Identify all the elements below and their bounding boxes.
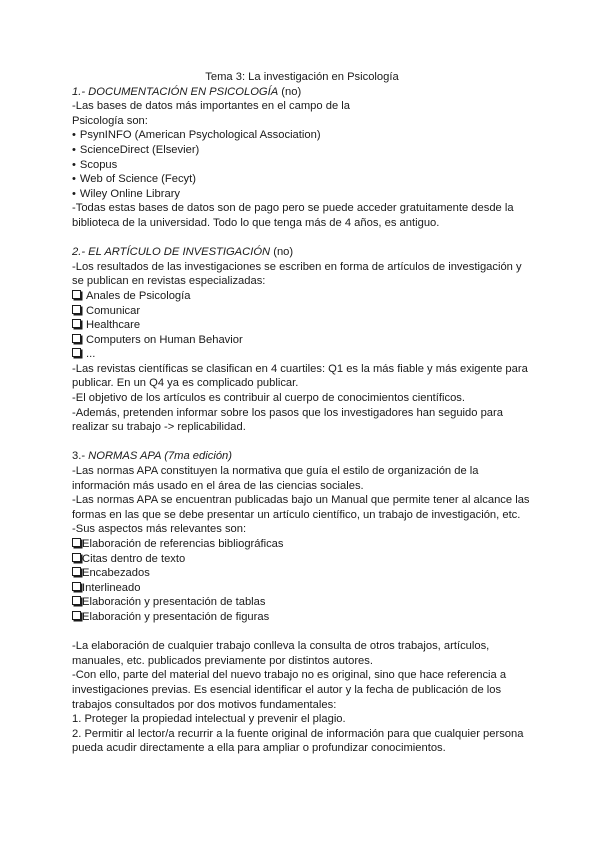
database-list-item: • Scopus xyxy=(72,158,532,173)
checkbox-square-icon xyxy=(72,553,81,562)
apa-aspect-item xyxy=(72,610,532,625)
journal-list-item xyxy=(72,347,532,362)
section-2-intro-line: -Los resultados de las investigaciones se escriben en forma de artículos de investigación y xyxy=(72,260,522,273)
journal-list-item xyxy=(72,304,532,319)
section-2-outro-line: -Además, pretenden informar sobre los pasos que los investigadores han seguido para xyxy=(72,406,503,419)
document-page xyxy=(72,70,532,756)
checkbox-square-icon xyxy=(72,334,81,343)
apa-aspect-label: Elaboración y presentación de figuras xyxy=(82,610,270,623)
section-2-heading-text: 2.- EL ARTÍCULO DE INVESTIGACIÓN xyxy=(72,246,271,259)
checkbox-square-icon xyxy=(72,611,81,620)
section-3-outro-line: 1. Proteger la propiedad intelectual y prevenir el plagio. xyxy=(72,713,346,726)
database-list-item: • PsynINFO (American Psychological Association) xyxy=(72,128,532,143)
section-3-outro-line: 2. Permitir al lector/a recurrir a la fuente original de información para que cualquier persona xyxy=(72,727,524,740)
apa-aspect-item xyxy=(72,552,532,567)
section-2-intro-line: se publican en revistas especializadas: xyxy=(72,275,266,288)
section-2-outro-line: -Las revistas científicas se clasifican en 4 cuartiles: Q1 es la más fiable y más exigente para xyxy=(72,362,528,375)
database-list-item: • Web of Science (Fecyt) xyxy=(72,172,532,187)
section-2-outro-line: realizar su trabajo -> replicabilidad. xyxy=(72,421,246,434)
document-title: Tema 3: La investigación en Psicología xyxy=(205,71,399,83)
checkbox-square-icon xyxy=(72,538,81,547)
apa-aspect-label: Elaboración de referencias bibliográficas xyxy=(82,538,284,550)
checkbox-square-icon xyxy=(72,596,81,605)
section-2-outro-line: publicar. En un Q4 ya es complicado publicar. xyxy=(72,377,299,390)
journal-list-item xyxy=(72,318,532,333)
section-3-heading-number: 3.- xyxy=(72,450,89,463)
section-3-intro-line: formas en las que se debe presentar un artículo científico, un trabajo de investigación, etc. xyxy=(72,508,521,521)
apa-aspect-label: Elaboración y presentación de tablas xyxy=(82,596,266,609)
checkbox-square-icon xyxy=(72,290,81,299)
apa-aspect-label: Interlineado xyxy=(82,581,141,594)
section-3-intro-line: -Las normas APA se encuentran publicadas bajo un Manual que permite tener al alcance las xyxy=(72,494,530,507)
checkbox-square-icon xyxy=(72,582,81,591)
apa-aspect-item xyxy=(72,537,532,552)
apa-aspect-item xyxy=(72,581,532,596)
journal-list-item xyxy=(72,289,532,304)
section-3-intro-line: -Sus aspectos más relevantes son: xyxy=(72,523,247,536)
section-3-heading-text: NORMAS APA (7ma edición) xyxy=(88,450,232,463)
journal-list-item-label: Computers on Human Behavior xyxy=(86,333,243,346)
apa-aspect-item xyxy=(72,595,532,610)
checkbox-square-icon xyxy=(72,567,81,576)
journal-list-item-label: Comunicar xyxy=(86,304,141,317)
section-3-intro-line: -Las normas APA constituyen la normativa que guía el estilo de organización de la xyxy=(72,465,479,478)
apa-aspect-label: Citas dentro de texto xyxy=(82,552,186,565)
journal-list-item xyxy=(72,333,532,348)
section-1-intro-line: Psicología son: xyxy=(72,114,148,127)
section-3-outro-line: pueda acudir directamente a ella para ampliar o profundizar conocimientos. xyxy=(72,742,446,755)
section-2-heading xyxy=(72,245,532,260)
section-3-outro-line: investigaciones previas. Es esencial identificar el autor y la fecha de publicación de los xyxy=(72,683,502,696)
journal-list-item-label: ... xyxy=(86,348,96,361)
section-3-outro-line: -Con ello, parte del material del nuevo trabajo no es original, sino que hace referencia a xyxy=(72,669,507,682)
section-1-heading-note: (no) xyxy=(278,85,302,98)
section-3-heading xyxy=(72,449,532,464)
section-3-outro-line: manuales, etc. publicados previamente por distintos autores. xyxy=(72,654,373,667)
checkbox-square-icon xyxy=(72,348,81,357)
section-1-heading xyxy=(72,85,532,100)
section-1-outro-line: biblioteca de la universidad. Todo lo que tenga más de 4 años, es antiguo. xyxy=(72,216,440,229)
section-3-intro-line: información más usado en el área de las ciencias sociales. xyxy=(72,479,364,492)
section-1-heading-text: 1.- DOCUMENTACIÓN EN PSICOLOGÍA xyxy=(72,85,279,98)
database-list-item: • Wiley Online Library xyxy=(72,187,532,202)
database-list-item: • ScienceDirect (Elsevier) xyxy=(72,143,532,158)
apa-aspect-label: Encabezados xyxy=(82,567,150,580)
section-1-intro-line: -Las bases de datos más importantes en el campo de la xyxy=(72,100,350,113)
apa-aspect-item xyxy=(72,566,532,581)
checkbox-square-icon xyxy=(72,319,81,328)
section-1-outro-line: -Todas estas bases de datos son de pago pero se puede acceder gratuitamente desde la xyxy=(72,202,514,215)
section-2-heading-note: (no) xyxy=(270,246,294,259)
section-3-outro-line: -La elaboración de cualquier trabajo conlleva la consulta de otros trabajos, artículos, xyxy=(72,640,490,653)
journal-list-item-label: Healthcare xyxy=(86,319,141,332)
section-3-outro-line: trabajos consultados por dos motivos fundamentales: xyxy=(72,698,337,711)
section-2-outro-line: -El objetivo de los artículos es contribuir al cuerpo de conocimientos científicos. xyxy=(72,392,465,405)
journal-list-item-label: Anales de Psicología xyxy=(86,289,191,302)
checkbox-square-icon xyxy=(72,305,81,314)
